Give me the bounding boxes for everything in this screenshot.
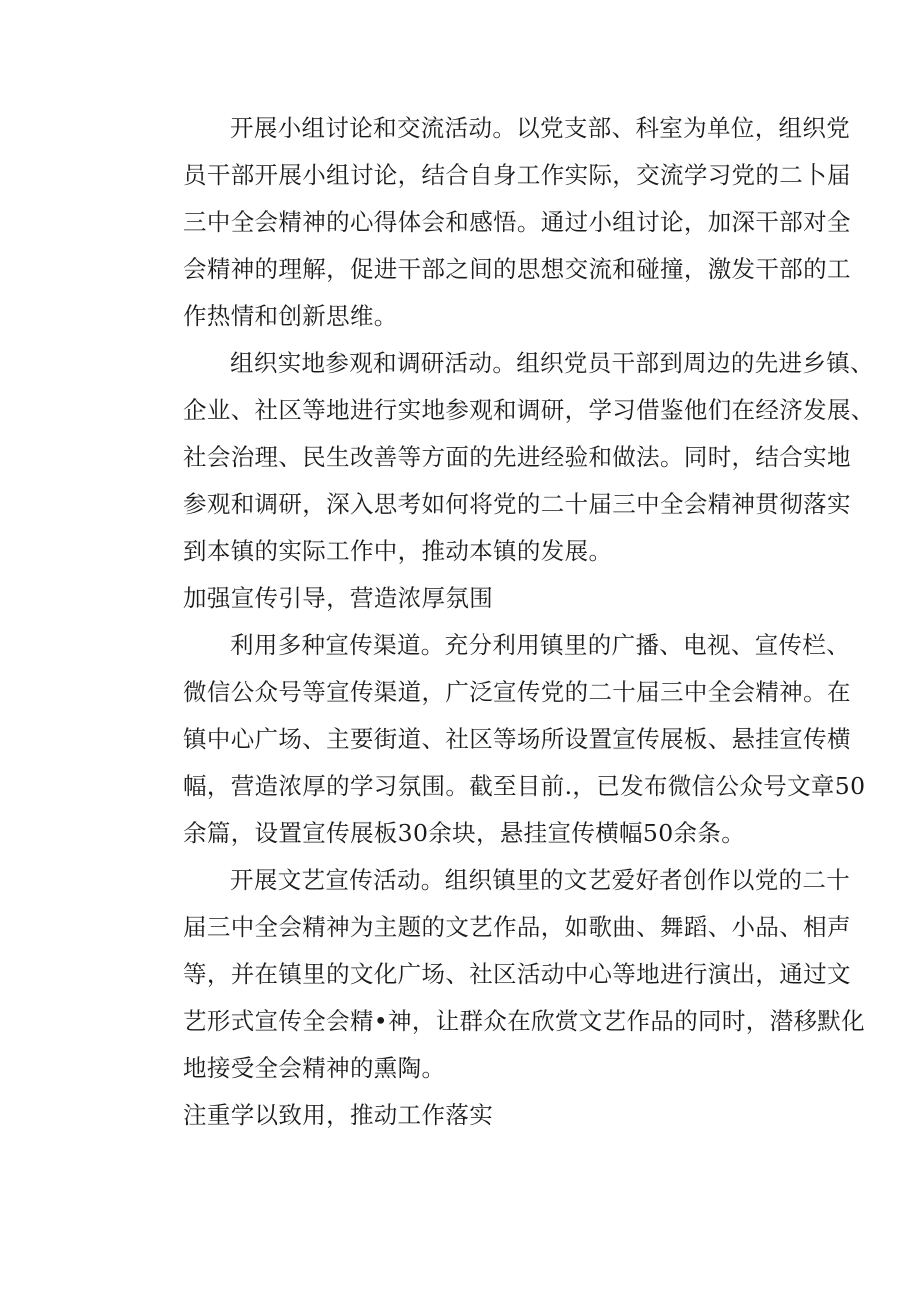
text-line: 员干部开展小组讨论，结合自身工作实际，交流学习党的二卜届 [183,161,851,189]
text-line: 作热情和创新思维。 [183,302,398,330]
text-line: 三中全会精神的心得体会和感悟。通过小组讨论，加深干部对全 [183,208,851,236]
text-line: 企业、社区等地进行实地参观和调研，学习借鉴他们在经济发展、 [183,396,875,424]
paragraph-field-visit [136,340,875,575]
text-line: 等，并在镇里的文化广场、社区活动中心等地进行演出，通过文 [183,960,851,988]
text-line: 利用多种宣传渠道。充分利用镇里的广播、电视、宣传栏、 [230,631,851,659]
text-line: 幅，营造浓厚的学习氛围。截至目前.，已发布微信公众号文章50 [183,772,866,800]
text-line: 社会治理、民生改善等方面的先进经验和做法。同时，结合实地 [183,443,851,471]
text-line: 镇中心广场、主要街道、社区等场所设置宣传展板、悬挂宣传横 [183,725,851,753]
section-heading-publicity: 加强宣传引导，营造浓厚氛围 [183,584,494,612]
paragraph-arts-activities [136,857,866,1092]
text-line: 到本镇的实际工作中，推动本镇的发展。 [183,537,613,565]
text-line: 开展小组讨论和交流活动。以党支部、科室为单位，组织党 [230,114,851,142]
document-body [136,105,875,1139]
paragraph-group-discussion [136,105,851,340]
text-line: 组织实地参观和调研活动。组织党员干部到周边的先进乡镇、 [230,349,874,377]
text-line: 余篇，设置宣传展板30余块，悬挂宣传横幅50余条。 [183,819,746,847]
section-heading-application: 注重学以致用，推动工作落实 [183,1101,494,1129]
text-line: 会精神的理解，促进干部之间的思想交流和碰撞，激发干部的工 [183,255,851,283]
text-line: 届三中全会精神为主题的文艺作品，如歌曲、舞蹈、小品、相声 [183,913,851,941]
text-line: 艺形式宣传全会精•神，让群众在欣赏文艺作品的同时，潜移默化 [183,1007,866,1035]
text-line: 地接受全会精神的熏陶。 [183,1054,446,1082]
text-line: 开展文艺宣传活动。组织镇里的文艺爱好者创作以党的二十 [230,866,851,894]
text-line: 参观和调研，深入思考如何将党的二十届三中全会精神贯彻落实 [183,490,851,518]
text-line: 微信公众号等宣传渠道，广泛宣传党的二十届三中全会精神。在 [183,678,851,706]
paragraph-publicity-channels [136,622,866,857]
